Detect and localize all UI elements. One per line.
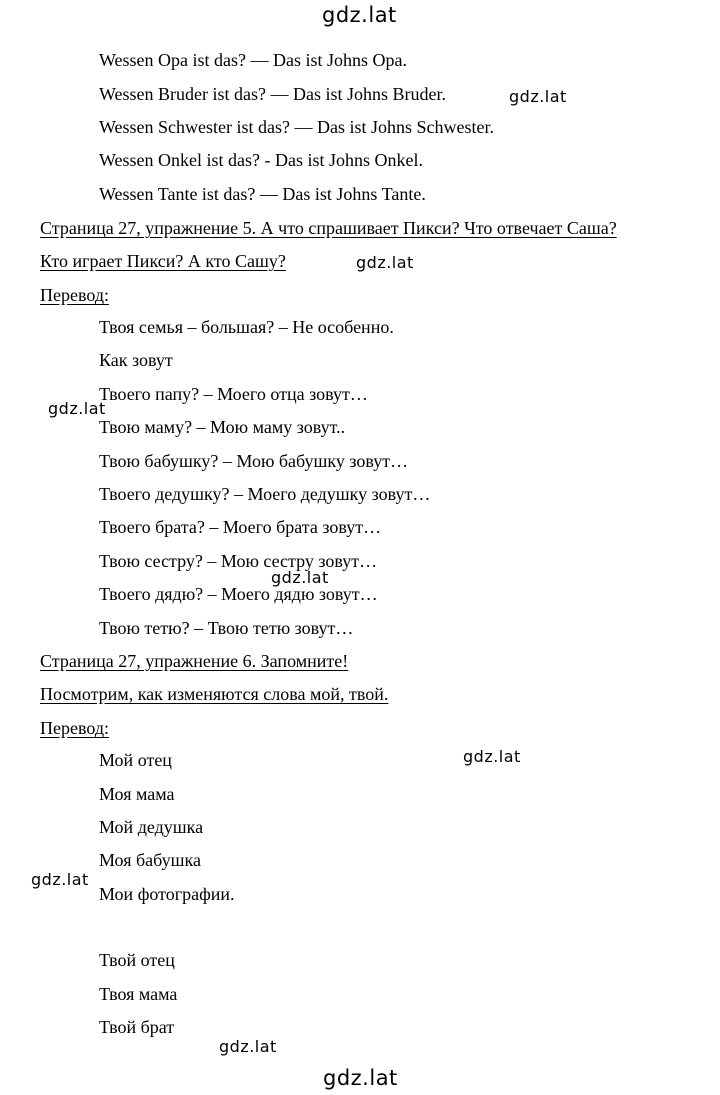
german-line: Wessen Bruder ist das? — Das ist Johns Bruder. bbox=[99, 84, 447, 104]
exercise5-subheading: Кто играет Пикси? А кто Сашу? bbox=[40, 251, 286, 271]
watermark: gdz.lat bbox=[31, 870, 89, 889]
watermark: gdz.lat bbox=[271, 568, 329, 587]
german-line: Wessen Tante ist das? — Das ist Johns Tante. bbox=[99, 184, 426, 204]
watermark-top: gdz.lat bbox=[322, 3, 397, 27]
translation-line: Твоего дедушку? – Моего дедушку зовут… bbox=[99, 484, 431, 504]
exercise6-subheading: Посмотрим, как изменяются слова мой, твой. bbox=[40, 684, 389, 704]
translation-line: Как зовут bbox=[99, 350, 173, 370]
translation-line: Моя мама bbox=[99, 784, 175, 804]
german-line: Wessen Opa ist das? — Das ist Johns Opa. bbox=[99, 50, 408, 70]
translation-line: Мои фотографии. bbox=[99, 884, 235, 904]
watermark: gdz.lat bbox=[219, 1037, 277, 1056]
watermark: gdz.lat bbox=[509, 87, 567, 106]
translation-line: Твоего брата? – Моего брата зовут… bbox=[99, 517, 382, 537]
translation-label: Перевод: bbox=[40, 718, 109, 738]
translation-line: Твоего папу? – Моего отца зовут… bbox=[99, 384, 368, 404]
exercise5-heading: Страница 27, упражнение 5. А что спрашивает Пикси? Что отвечает Саша? bbox=[40, 218, 617, 238]
translation-line: Твоя мама bbox=[99, 984, 178, 1004]
watermark: gdz.lat bbox=[356, 253, 414, 272]
translation-line: Твою тетю? – Твою тетю зовут… bbox=[99, 618, 354, 638]
translation-line: Твой брат bbox=[99, 1017, 175, 1037]
translation-line: Твою маму? – Мою маму зовут.. bbox=[99, 417, 346, 437]
watermark-bottom: gdz.lat bbox=[323, 1066, 398, 1090]
exercise6-heading: Страница 27, упражнение 6. Запомните! bbox=[40, 651, 349, 671]
watermark: gdz.lat bbox=[463, 747, 521, 766]
translation-line: Мой отец bbox=[99, 750, 172, 770]
translation-line: Твой отец bbox=[99, 950, 175, 970]
translation-line: Твою бабушку? – Мою бабушку зовут… bbox=[99, 451, 409, 471]
german-line: Wessen Schwester ist das? — Das ist Johns Schwester. bbox=[99, 117, 494, 137]
watermark: gdz.lat bbox=[48, 399, 106, 418]
translation-line: Мой дедушка bbox=[99, 817, 204, 837]
translation-line: Твоего дядю? – Моего дядю зовут… bbox=[99, 584, 378, 604]
translation-line: Твою сестру? – Мою сестру зовут… bbox=[99, 551, 378, 571]
translation-line: Твоя семья – большая? – Не особенно. bbox=[99, 317, 394, 337]
german-line: Wessen Onkel ist das? - Das ist Johns Onkel. bbox=[99, 150, 424, 170]
translation-label: Перевод: bbox=[40, 285, 109, 305]
translation-line: Моя бабушка bbox=[99, 850, 201, 870]
